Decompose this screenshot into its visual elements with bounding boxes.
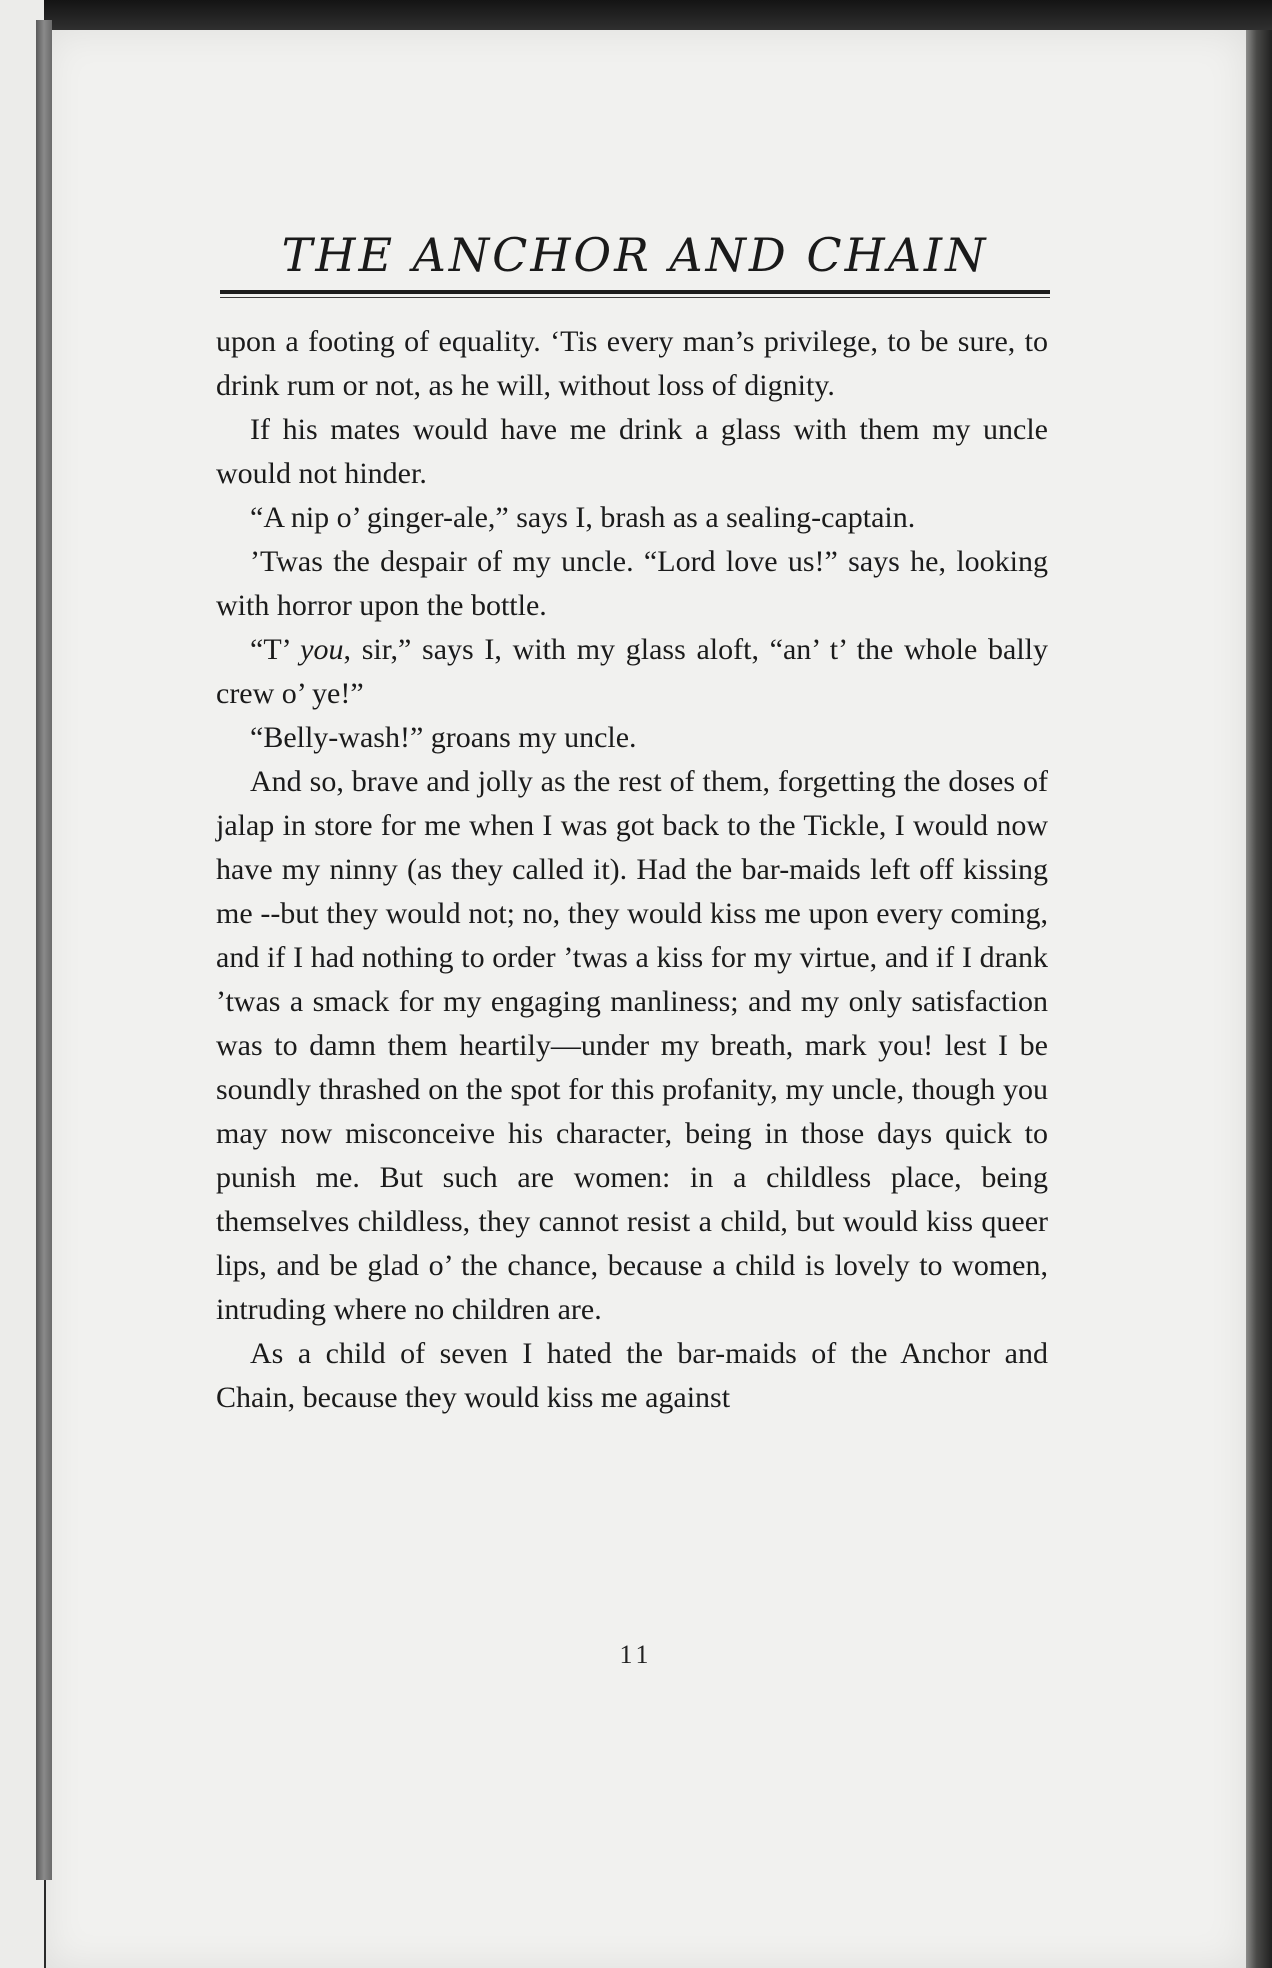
running-head-title: THE ANCHOR AND CHAIN (281, 228, 989, 282)
page-right-edge (1246, 30, 1272, 1968)
paragraph-5-end: , sir,” says I, with my glass aloft, “an’ t’ the whole bally crew o’ ye!” (216, 633, 1049, 710)
paragraph-1: upon a footing of equality. ‘Tis every man’s privilege, to be sure, to drink rum or not, as he will, without loss of dignity. (216, 325, 1048, 402)
paragraph-5-start: “T’ (250, 633, 301, 666)
body-text (216, 320, 1048, 1420)
paragraph-8: As a child of seven I hated the bar-maids of the Anchor and Chain, because they would kiss me against (216, 1337, 1048, 1414)
paragraph-5 (216, 628, 1048, 716)
paragraph-3: “A nip o’ ginger-ale,” says I, brash as a sealing-captain. (250, 501, 916, 534)
paragraph-6: “Belly-wash!” groans my uncle. (250, 721, 637, 754)
paragraph-2: If his mates would have me drink a glass with them my uncle would not hinder. (216, 413, 1048, 490)
header-rule-thick (220, 290, 1050, 294)
binding-gutter (36, 20, 52, 1880)
running-header (220, 222, 1050, 302)
paragraph-4: ’Twas the despair of my uncle. “Lord love us!” says he, looking with horror upon the bottle. (216, 545, 1048, 622)
page-left-edge (0, 0, 44, 1968)
paragraph-7: And so, brave and jolly as the rest of them, forgetting the doses of jalap in store for me when I was got back to the Tickle, I would now have my ninny (as they called it). Had the bar-maids left off kissing me --but they would not; no, they would kiss me upon every coming, and if I had nothing to order ’twas a kiss for my virtue, and if I drank ’twas a smack for my engaging manliness; and my only satisfaction was to damn them heartily—under my breath, mark you! lest I be soundly thrashed on the spot for this profanity, my uncle, though you may now misconceive his character, being in those days quick to punish me. But such are women: in a childless place, being themselves childless, they cannot resist a child, but would kiss queer lips, and be glad o’ the chance, because a child is lovely to women, intruding where no children are. (216, 765, 1048, 1326)
paragraph-5-emphasis: you (300, 633, 344, 666)
page-number: 11 (619, 1640, 653, 1669)
header-rule-thin (220, 297, 1050, 298)
